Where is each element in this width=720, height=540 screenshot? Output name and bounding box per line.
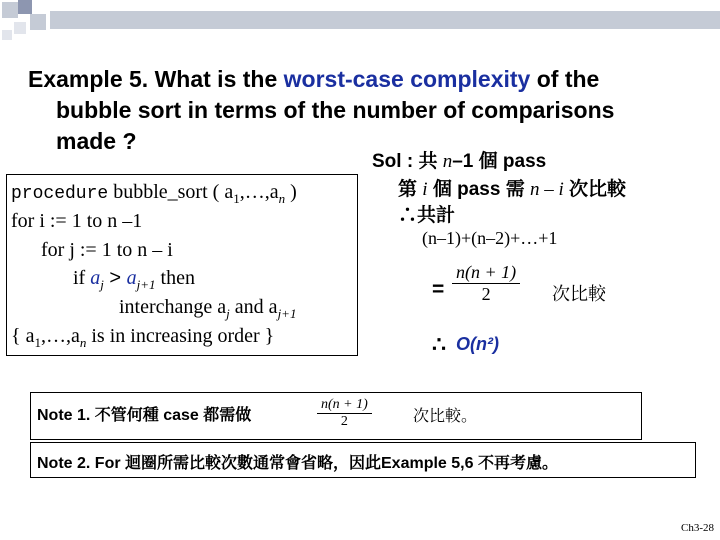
code-line-4: if $a_j > a_{j+1}$ then [73, 267, 195, 292]
code-line-2: for i := 1 to n –1 [11, 210, 143, 232]
decor-square [30, 14, 46, 30]
solution-equals: = [432, 278, 445, 301]
solution-line-1: Sol : 共 n–1 個 pass [372, 151, 547, 172]
header-bar [50, 11, 720, 29]
decor-square [14, 22, 26, 34]
note-2-box [30, 442, 696, 478]
therefore-symbol: ∴ [432, 332, 446, 357]
solution-times: 次比較 [552, 284, 606, 304]
slide-title [28, 64, 708, 157]
title-highlight: worst-case complexity [283, 66, 531, 92]
code-line-1: procedure bubble_sort ( $a_1,\dots,a_n$ ) [11, 181, 297, 206]
decor-square [2, 30, 12, 40]
code-line-5: interchange $a_j$ and $a_{j+1}$ [119, 296, 297, 321]
code-line-6: { $a_1,\dots,a_n$ is in increasing order } [11, 325, 275, 350]
note-1-text: Note 1. 不管何種 case 都需做 [37, 407, 252, 424]
solution-line-2: 第 i 個 pass 需 n – i 次比較 [398, 179, 627, 200]
note-2-text: Note 2. For 迴圈所需比較次數通常會省略，因此Example 5,6 不再考慮。 [37, 455, 558, 472]
title-line-3: made ? [56, 128, 137, 154]
note-1-suffix: 次比較。 [413, 408, 478, 425]
page-reference: Ch3-28 [681, 522, 714, 534]
code-line-3: for j := 1 to n – i [41, 239, 173, 261]
note-1-fraction: $\frac{n(n + 1)}{2}$ [317, 397, 372, 430]
pseudocode-box [6, 174, 358, 356]
note-1-box [30, 392, 642, 440]
decor-square [18, 0, 32, 14]
solution-fraction: $\frac{n(n + 1)}{2}$ [452, 262, 520, 305]
title-line-1: Example 5. What is the worst-case complexity of the [28, 66, 600, 92]
solution-line-3: ∴共計 [398, 205, 456, 226]
title-line-2: bubble sort in terms of the number of comparisons [56, 97, 615, 123]
solution-sum: (n–1)+(n–2)+…+1 [422, 228, 558, 248]
solution-result: O(n²) [456, 334, 499, 354]
decor-square [2, 2, 18, 18]
